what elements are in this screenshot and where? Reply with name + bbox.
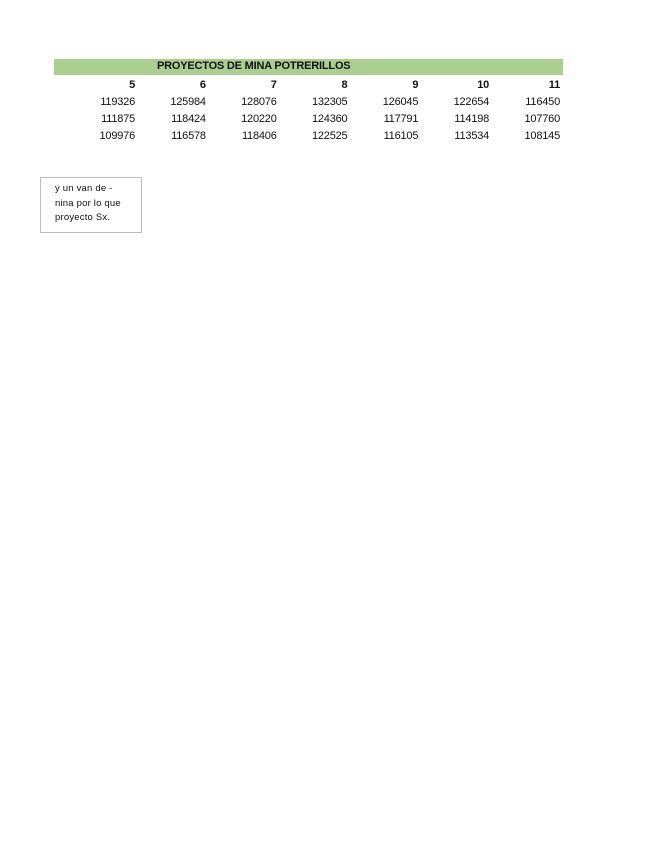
data-cell[interactable]: 120220 — [241, 112, 277, 125]
header-cell[interactable]: 11 — [548, 78, 560, 91]
header-row — [54, 76, 563, 93]
data-cell[interactable]: 125984 — [170, 95, 206, 108]
data-cell[interactable]: 132305 — [311, 95, 348, 108]
data-cell[interactable]: 108145 — [524, 129, 560, 142]
table-row — [54, 110, 563, 127]
data-cell[interactable]: 126045 — [382, 95, 419, 108]
header-cell[interactable]: 5 — [129, 78, 136, 91]
note-textbox[interactable] — [40, 177, 142, 233]
sheet-title: PROYECTOS DE MINA POTRERILLOS — [157, 60, 351, 72]
data-cell[interactable]: 116450 — [525, 95, 560, 108]
data-cell[interactable]: 128076 — [241, 95, 277, 108]
note-line: y un van de - — [55, 183, 113, 194]
data-cell[interactable]: 114198 — [454, 112, 490, 125]
header-cell[interactable]: 7 — [270, 78, 277, 91]
data-cell[interactable]: 118424 — [171, 112, 206, 125]
spreadsheet-area — [54, 59, 563, 144]
data-cell[interactable]: 113534 — [454, 129, 490, 142]
data-cell[interactable]: 111875 — [101, 112, 136, 125]
table-row — [54, 93, 563, 110]
data-cell[interactable]: 122525 — [311, 129, 348, 142]
data-cell[interactable]: 117791 — [383, 112, 419, 125]
header-cell[interactable]: 9 — [412, 78, 419, 91]
data-cell[interactable]: 109976 — [99, 129, 136, 142]
table-row — [54, 127, 563, 144]
data-cell[interactable]: 124360 — [311, 112, 348, 125]
data-cell[interactable]: 107760 — [524, 112, 560, 125]
data-cell[interactable]: 116105 — [383, 129, 419, 142]
data-cell[interactable]: 119326 — [100, 95, 136, 108]
note-line: proyecto Sx. — [55, 212, 111, 223]
note-line: nina por lo que — [55, 198, 121, 209]
header-cell[interactable]: 6 — [199, 78, 206, 91]
data-table — [54, 76, 563, 144]
data-cell[interactable]: 118406 — [241, 129, 277, 142]
header-cell[interactable]: 10 — [477, 78, 490, 91]
data-cell[interactable]: 122654 — [453, 95, 490, 108]
title-bar — [54, 59, 563, 75]
data-cell[interactable]: 116578 — [171, 129, 206, 142]
header-cell[interactable]: 8 — [341, 78, 348, 91]
